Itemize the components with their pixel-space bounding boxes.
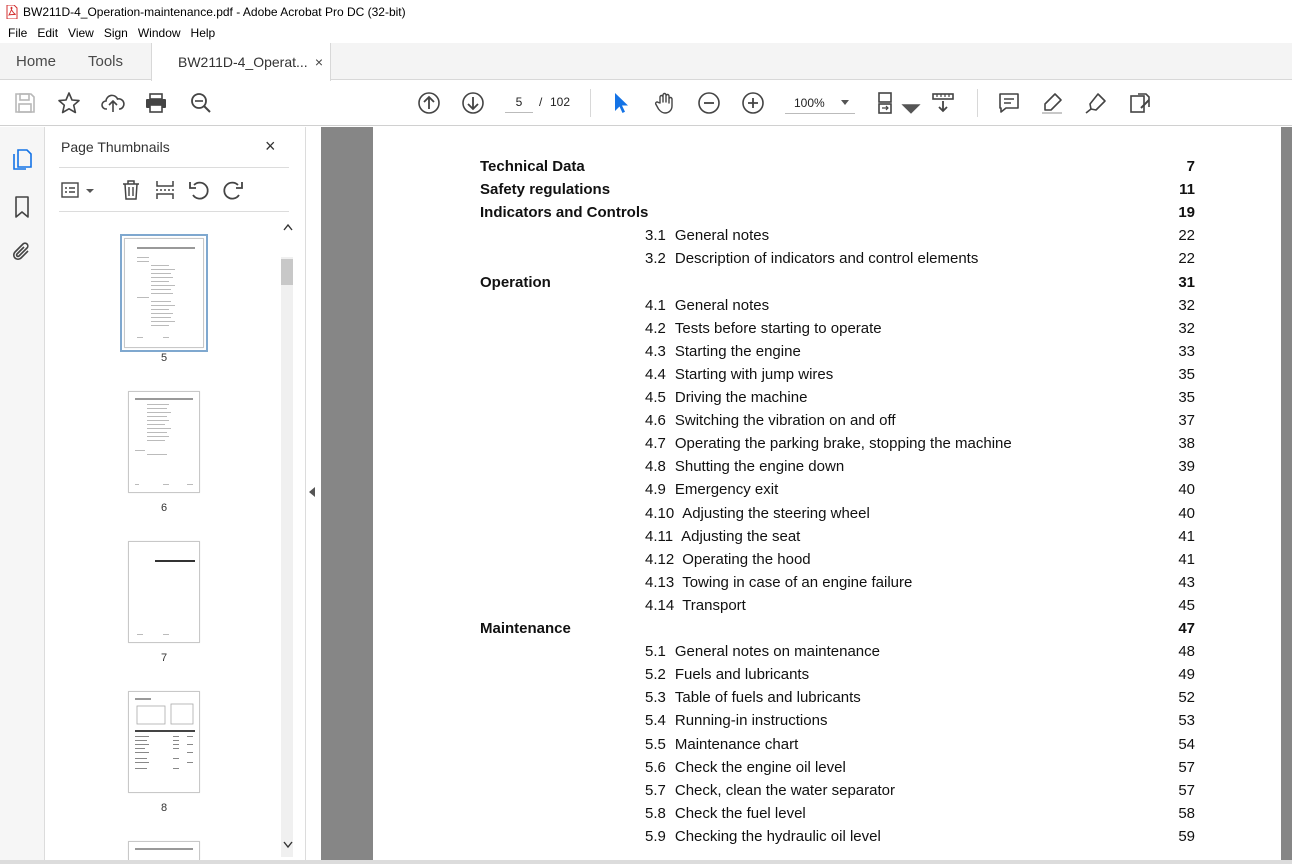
toc-title: Shutting the engine down — [674, 458, 845, 475]
toc-page-number: 19 — [1178, 204, 1195, 221]
toc-title: Starting with jump wires — [674, 366, 834, 383]
toc-title: Check the fuel level — [674, 805, 806, 822]
thumbnail-label: 7 — [160, 652, 168, 664]
toc-number: 5.2 — [645, 666, 666, 683]
chevron-down-icon[interactable] — [84, 178, 96, 202]
toc-page-number: 31 — [1178, 274, 1195, 291]
toc-number: 5.8 — [645, 805, 666, 822]
toc-number: 4.7 — [645, 435, 666, 452]
toc-page-number: 58 — [1178, 805, 1195, 822]
panel-divider — [59, 167, 289, 168]
toc-page-number: 57 — [1178, 782, 1195, 799]
chevron-down-icon — [841, 100, 849, 105]
toc-title: General notes — [674, 227, 770, 244]
window-title: BW211D-4_Operation-maintenance.pdf - Adobe Acrobat Pro DC (32-bit) — [23, 4, 406, 19]
toc-number: 5.1 — [645, 643, 666, 660]
toc-section[interactable] — [645, 458, 844, 475]
toc-section[interactable] — [645, 412, 896, 429]
scroll-track — [281, 257, 293, 857]
toc-page-number: 57 — [1178, 759, 1195, 776]
panel-divider — [59, 211, 289, 212]
toc-number: 5.3 — [645, 689, 666, 706]
title-bar — [0, 0, 1292, 23]
toc-title: General notes — [674, 297, 770, 314]
page-preview — [129, 692, 201, 794]
toc-page-number: 59 — [1178, 828, 1195, 845]
toc-section[interactable] — [645, 389, 807, 406]
menu-file[interactable]: File — [8, 26, 28, 40]
thumbnail-label: 8 — [160, 802, 168, 814]
page-preview — [129, 842, 201, 860]
toc-number: 5.6 — [645, 759, 666, 776]
toc-page-number: 11 — [1179, 181, 1195, 198]
toc-section[interactable] — [645, 320, 882, 337]
toc-page-number: 33 — [1178, 343, 1195, 360]
toc-chapter[interactable] — [480, 158, 585, 175]
close-panel-icon[interactable]: × — [265, 136, 276, 156]
page-preview — [129, 392, 201, 494]
menu-bar — [0, 23, 1292, 43]
toc-page-number: 53 — [1178, 712, 1195, 729]
toc-section[interactable] — [645, 343, 801, 360]
toc-page-number: 35 — [1178, 389, 1195, 406]
toc-page-number: 32 — [1178, 297, 1195, 314]
menu-sign[interactable]: Sign — [103, 26, 128, 40]
toc-title: Switching the vibration on and off — [674, 412, 896, 429]
toc-chapter[interactable] — [480, 204, 648, 221]
toc-title: Description of indicators and control elements — [674, 250, 979, 267]
toc-title: Running-in instructions — [674, 712, 828, 729]
tab-tools[interactable]: Tools — [88, 53, 124, 70]
scroll-thumb[interactable] — [281, 259, 293, 285]
scroll-mode-icon[interactable] — [931, 91, 955, 115]
toc-section[interactable] — [645, 505, 870, 522]
toc-page-number: 39 — [1178, 458, 1195, 475]
close-tab-icon[interactable]: × — [314, 54, 323, 70]
toc-title: Checking the hydraulic oil level — [674, 828, 881, 845]
attachment-icon[interactable] — [10, 240, 34, 264]
toc-page-number: 32 — [1178, 320, 1195, 337]
thumbnails-panel — [45, 127, 305, 860]
chevron-left-icon[interactable] — [309, 487, 315, 497]
delete-page-icon[interactable] — [119, 178, 143, 202]
toc-page-number: 52 — [1178, 689, 1195, 706]
insert-page-icon[interactable] — [153, 178, 177, 202]
thumbnail-options-icon[interactable] — [59, 178, 83, 202]
zoom-in-icon[interactable] — [741, 91, 765, 115]
toc-chapter[interactable] — [480, 620, 571, 637]
toc-section[interactable] — [645, 250, 978, 267]
bookmark-star-icon[interactable] — [57, 91, 81, 115]
toc-title: Table of fuels and lubricants — [674, 689, 861, 706]
toc-title: Adjusting the seat — [681, 528, 801, 545]
tab-home[interactable]: Home — [16, 53, 57, 70]
toc-page-number: 45 — [1178, 597, 1195, 614]
print-icon[interactable] — [144, 91, 168, 115]
toc-title: Operating the hood — [682, 551, 811, 568]
comment-icon[interactable] — [997, 91, 1021, 115]
toc-title: Maintenance chart — [674, 736, 799, 753]
toc-section[interactable] — [645, 666, 809, 683]
toc-section[interactable] — [645, 597, 746, 614]
toolbar-divider — [590, 89, 591, 117]
toc-number: 4.12 — [645, 551, 675, 568]
toc-number: 4.13 — [645, 574, 675, 591]
thumbnail-label: 6 — [160, 502, 168, 514]
toc-section[interactable] — [645, 689, 861, 706]
menu-help[interactable]: Help — [190, 26, 216, 40]
toc-title: Towing in case of an engine failure — [682, 574, 913, 591]
page-number-input[interactable] — [505, 91, 533, 113]
toc-title: Adjusting the steering wheel — [682, 505, 870, 522]
toc-title: Emergency exit — [674, 481, 779, 498]
toc-number: 5.5 — [645, 736, 666, 753]
tab-bar — [0, 43, 1292, 80]
document-tab-label: BW211D-4_Operat... — [178, 54, 308, 70]
toc-page-number: 47 — [1178, 620, 1195, 637]
toc-number: 4.10 — [645, 505, 675, 522]
toc-number: 5.9 — [645, 828, 666, 845]
thumbnail-page-7[interactable] — [128, 541, 200, 643]
next-page-icon[interactable] — [461, 91, 485, 115]
toc-title: Check the engine oil level — [674, 759, 846, 776]
hand-tool-icon[interactable] — [653, 91, 677, 115]
scroll-up-icon[interactable] — [283, 223, 293, 234]
zoom-value: 100% — [794, 96, 825, 110]
collapse-panel-handle[interactable] — [305, 127, 321, 860]
toc-page-number: 7 — [1186, 158, 1195, 175]
save-icon[interactable] — [13, 91, 37, 115]
pdf-file-icon — [6, 5, 18, 19]
rotate-right-icon[interactable] — [221, 178, 245, 202]
toc-page-number: 35 — [1178, 366, 1195, 383]
thumbnail-page-9[interactable] — [128, 841, 200, 860]
toc-section[interactable] — [645, 528, 800, 545]
toc-section[interactable] — [645, 782, 895, 799]
pdf-page — [373, 127, 1281, 860]
toc-title: Tests before starting to operate — [674, 320, 882, 337]
toc-title: Fuels and lubricants — [674, 666, 810, 683]
toc-title: Maintenance — [480, 620, 571, 637]
toc-page-number: 38 — [1178, 435, 1195, 452]
panel-title: Page Thumbnails — [61, 139, 170, 155]
toc-section[interactable] — [645, 643, 880, 660]
toc-number: 4.1 — [645, 297, 666, 314]
page-thumbnails-icon[interactable] — [10, 147, 34, 171]
toc-page-number: 43 — [1178, 574, 1195, 591]
toc-title: General notes on maintenance — [674, 643, 880, 660]
toc-page-number: 54 — [1178, 736, 1195, 753]
thumbnail-scrollbar[interactable] — [279, 219, 295, 859]
zoom-dropdown[interactable] — [785, 91, 855, 114]
toc-number: 3.1 — [645, 227, 666, 244]
toc-number: 4.4 — [645, 366, 666, 383]
scroll-down-icon[interactable] — [283, 841, 293, 852]
toc-number: 4.6 — [645, 412, 666, 429]
highlight-pen-icon[interactable] — [1040, 91, 1064, 115]
page-fit-icon[interactable] — [876, 91, 900, 115]
toc-section[interactable] — [645, 297, 769, 314]
menu-edit[interactable]: Edit — [37, 26, 59, 40]
toc-title: Indicators and Controls — [480, 204, 649, 221]
page-separator: / — [539, 95, 543, 109]
toc-page-number: 37 — [1178, 412, 1195, 429]
toc-title: Starting the engine — [674, 343, 801, 360]
toc-title: Operating the parking brake, stopping the machine — [674, 435, 1012, 452]
toc-page-number: 22 — [1178, 227, 1195, 244]
select-cursor-icon[interactable] — [609, 91, 633, 115]
toc-title: Driving the machine — [674, 389, 808, 406]
page-preview — [129, 542, 201, 644]
tab-document[interactable] — [151, 43, 331, 81]
total-pages: 102 — [550, 95, 571, 109]
toc-title: Safety regulations — [480, 181, 611, 198]
toc-section[interactable] — [645, 736, 798, 753]
toc-page-number: 41 — [1178, 551, 1195, 568]
thumbnail-page-8[interactable] — [128, 691, 200, 793]
toc-number: 5.4 — [645, 712, 666, 729]
document-view[interactable] — [321, 127, 1292, 860]
toc-section[interactable] — [645, 574, 912, 591]
thumbnail-page-6[interactable] — [128, 391, 200, 493]
toc-number: 4.14 — [645, 597, 675, 614]
toc-title: Operation — [480, 274, 551, 291]
more-tools-icon[interactable] — [1128, 91, 1152, 115]
toolbar-divider — [977, 89, 978, 117]
toc-chapter[interactable] — [480, 181, 610, 198]
toc-number: 4.5 — [645, 389, 666, 406]
toc-number: 4.3 — [645, 343, 666, 360]
toc-section[interactable] — [645, 481, 778, 498]
zoom-out-icon[interactable] — [697, 91, 721, 115]
toc-section[interactable] — [645, 551, 811, 568]
toc-section[interactable] — [645, 759, 846, 776]
toc-number: 4.2 — [645, 320, 666, 337]
status-bar — [0, 860, 1292, 864]
toc-section[interactable] — [645, 805, 806, 822]
rotate-left-icon[interactable] — [187, 178, 211, 202]
toc-chapter[interactable] — [480, 274, 551, 291]
toc-page-number: 22 — [1178, 250, 1195, 267]
toc-page-number: 40 — [1178, 481, 1195, 498]
thumbnail-label: 5 — [160, 352, 168, 364]
chevron-down-icon[interactable] — [899, 97, 909, 107]
menu-view[interactable]: View — [68, 26, 94, 40]
page-preview — [125, 239, 205, 349]
toc-number: 5.7 — [645, 782, 666, 799]
toc-page-number: 41 — [1178, 528, 1195, 545]
cloud-upload-icon[interactable] — [101, 91, 125, 115]
toc-page-number: 49 — [1178, 666, 1195, 683]
toc-number: 3.2 — [645, 250, 666, 267]
thumbnail-page-5[interactable] — [124, 238, 204, 348]
toc-number: 4.11 — [645, 528, 674, 545]
toc-section[interactable] — [645, 227, 769, 244]
toc-title: Check, clean the water separator — [674, 782, 895, 799]
toc-title: Transport — [682, 597, 746, 614]
previous-page-icon[interactable] — [417, 91, 441, 115]
left-rail — [0, 127, 45, 864]
toc-section[interactable] — [645, 828, 881, 845]
toc-page-number: 40 — [1178, 505, 1195, 522]
toc-number: 4.9 — [645, 481, 666, 498]
toc-section[interactable] — [645, 366, 833, 383]
toc-section[interactable] — [645, 435, 1012, 452]
menu-window[interactable]: Window — [137, 26, 181, 40]
toc-title: Technical Data — [480, 158, 585, 175]
toc-page-number: 48 — [1178, 643, 1195, 660]
toc-section[interactable] — [645, 712, 827, 729]
find-zoom-icon[interactable] — [189, 91, 213, 115]
bookmark-icon[interactable] — [10, 195, 34, 219]
sign-pen-icon[interactable] — [1084, 91, 1108, 115]
toc-number: 4.8 — [645, 458, 666, 475]
